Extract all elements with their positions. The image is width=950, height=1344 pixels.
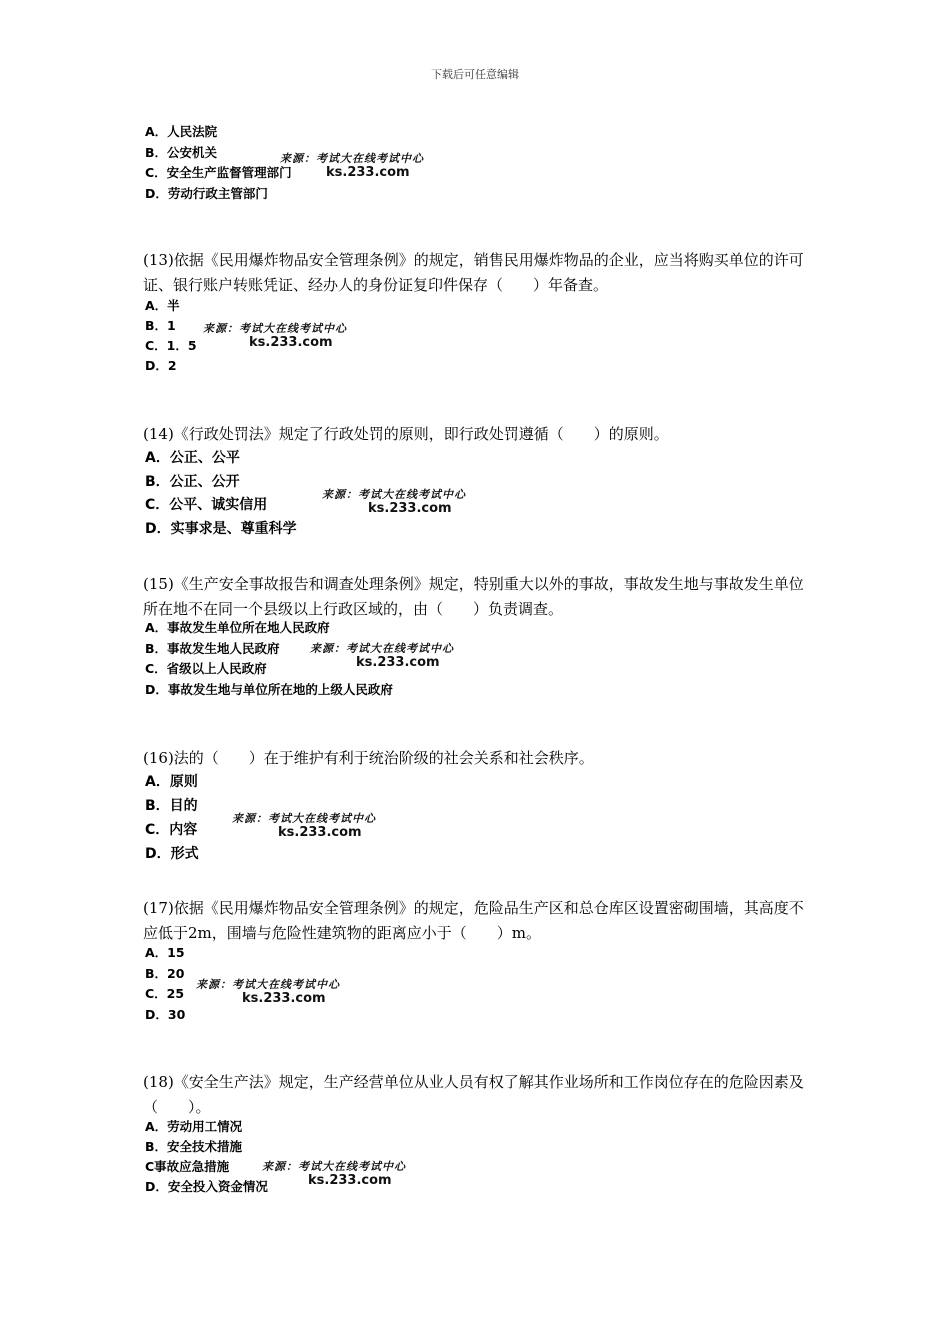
q16-text: (16)法的（ ）在于维护有利于统治阶级的社会关系和社会秩序。	[143, 749, 594, 767]
q14-options	[145, 447, 297, 541]
q15-option-a: A．事故发生单位所在地人民政府	[145, 620, 330, 635]
q17-option-b: B．20	[145, 965, 185, 981]
watermark-q18: 来源：考试大在线考试中心 ks.233.com	[262, 1160, 406, 1188]
q17-option-c: C．25	[145, 986, 185, 1001]
q16-option-a: A．原则	[145, 774, 198, 790]
q15-option-d: D．事故发生地与单位所在地的上级人民政府	[145, 681, 393, 697]
q12-option-b: B．公安机关	[145, 144, 218, 160]
page-header: 下载后可任意编辑	[431, 68, 519, 81]
q18-options	[145, 1117, 268, 1197]
q13-option-c: C．1．5	[145, 338, 197, 353]
q17-option-a: A．15	[145, 945, 185, 960]
q13-option-a: A．半	[145, 298, 180, 313]
q14-option-a: A．公正、公平	[145, 450, 240, 466]
q13-option-d: D．2	[145, 358, 177, 373]
q14-text: (14)《行政处罚法》规定了行政处罚的原则，即行政处罚遵循（ ）的原则。	[143, 425, 669, 443]
q13-text: (13)依据《民用爆炸物品安全管理条例》的规定，销售民用爆炸物品的企业，应当将购买单位的许可证、银行账户转账凭证、经办人的身份证复印件保存（ ）年备查。	[143, 251, 804, 294]
q17-text: (17)依据《民用爆炸物品安全管理条例》的规定，危险品生产区和总仓库区设置密砌围墙，其高度不应低于2m，围墙与危险性建筑物的距离应小于（ ）m。	[143, 899, 804, 942]
watermark-site: ks.233.com	[326, 165, 410, 180]
q13-option-b: B．1	[145, 318, 176, 333]
watermark-q15: 来源：考试大在线考试中心 ks.233.com	[310, 642, 454, 670]
watermark-q17: 来源：考试大在线考试中心 ks.233.com	[196, 978, 340, 1006]
q18-option-a: A．劳动用工情况	[145, 1119, 243, 1134]
q14-option-c: C．公平、诚实信用	[145, 497, 268, 513]
watermark-source: 来源：考试大在线考试中心	[280, 152, 424, 165]
q12-option-a: A．人民法院	[145, 124, 218, 139]
q13-options	[145, 296, 197, 376]
watermark-q12	[280, 150, 424, 180]
q16-option-d: D．形式	[145, 846, 199, 862]
q18-text: (18)《安全生产法》规定，生产经营单位从业人员有权了解其作业场所和工作岗位存在的危险因素及（ ）。	[143, 1073, 804, 1116]
q17-options	[145, 943, 185, 1025]
q18-option-c: C事故应急措施	[145, 1159, 230, 1174]
q16-option-b: B．目的	[145, 798, 198, 814]
q16-option-c: C．内容	[145, 822, 198, 838]
q12-option-c: C．安全生产监督管理部门	[145, 165, 292, 180]
q12-option-d: D．劳动行政主管部门	[145, 185, 268, 201]
q14-option-d: D．实事求是、尊重科学	[145, 520, 297, 537]
q16-options	[145, 770, 199, 866]
q12-options	[145, 122, 292, 204]
q14-option-b: B．公正、公开	[145, 473, 240, 490]
q18-option-d: D．安全投入资金情况	[145, 1179, 268, 1194]
watermark-q16: 来源：考试大在线考试中心 ks.233.com	[232, 812, 376, 840]
q15-option-b: B．事故发生地人民政府	[145, 640, 280, 656]
q15-option-c: C．省级以上人民政府	[145, 661, 267, 676]
q18-option-b: B．安全技术措施	[145, 1139, 243, 1154]
watermark-q14: 来源：考试大在线考试中心 ks.233.com	[322, 488, 466, 516]
watermark-q13: 来源：考试大在线考试中心 ks.233.com	[203, 322, 347, 350]
q17-option-d: D．30	[145, 1006, 186, 1022]
q15-text: (15)《生产安全事故报告和调查处理条例》规定，特别重大以外的事故，事故发生地与事故发生单位所在地不在同一个县级以上行政区域的，由（ ）负责调查。	[143, 575, 804, 618]
